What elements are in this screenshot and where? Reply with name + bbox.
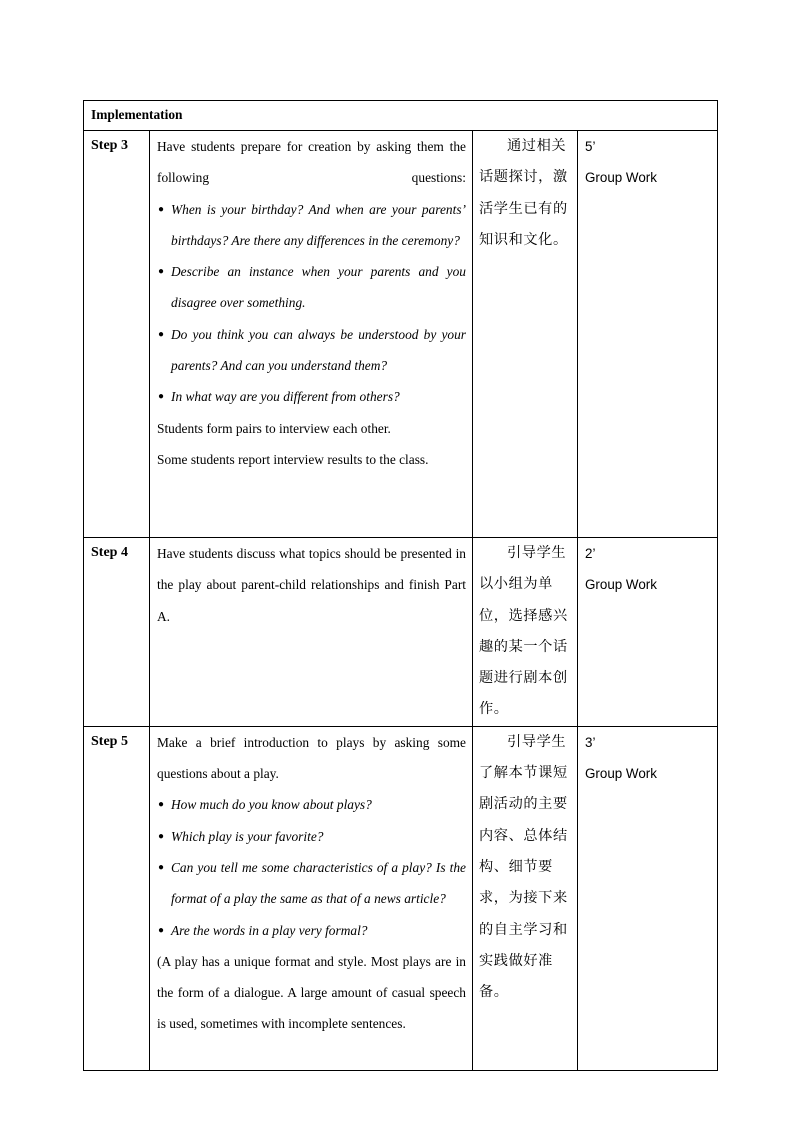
step-timing xyxy=(578,726,718,1070)
step-goal: 引导学生了解本节课短剧活动的主要内容、总体结构、细节要求，为接下来的自主学习和实践做好准备。 xyxy=(473,726,578,1070)
bullet-icon: ● xyxy=(158,391,165,403)
list-item: ● Do you think you can always be understood by your parents? And can you understand them? xyxy=(157,319,466,382)
table-row xyxy=(84,726,718,1070)
list-item: ● Can you tell me some characteristics of a play? Is the format of a play the same as that of a news article? xyxy=(157,852,466,915)
step-note: (A play has a unique format and style. Most plays are in the form of a dialogue. A large amount of casual speech is used, sometimes with incomplete sentences. xyxy=(157,953,466,1032)
step-label: Step 4 xyxy=(84,538,150,727)
bullet-icon: ● xyxy=(158,203,165,215)
step-label: Step 3 xyxy=(84,131,150,538)
step-content xyxy=(150,538,473,727)
table-row xyxy=(84,131,718,538)
step-goal: 引导学生以小组为单位，选择感兴趣的某一个话题进行剧本创作。 xyxy=(473,538,578,727)
bullet-icon: ● xyxy=(158,799,165,811)
list-item: ● In what way are you different from others? xyxy=(157,381,466,412)
step-time: 5’ xyxy=(585,139,596,154)
bullet-icon: ● xyxy=(158,830,165,842)
question-list xyxy=(157,194,466,413)
step-time: 3’ xyxy=(585,734,596,750)
question-list xyxy=(157,789,466,945)
list-item: ● Describe an instance when your parents and you disagree over something. xyxy=(157,256,466,319)
step-content xyxy=(150,726,473,1070)
step-followup: Some students report interview results to the class. xyxy=(157,451,429,467)
bullet-icon: ● xyxy=(158,328,165,340)
step-mode: Group Work xyxy=(585,577,657,593)
step-label: Step 5 xyxy=(84,726,150,1070)
list-item: ● Are the words in a play very formal? xyxy=(157,915,466,946)
step-intro: Have students prepare for creation by asking them the following questions: xyxy=(157,139,466,186)
list-item: ● When is your birthday? And when are your parents’ birthdays? Are there any differences in the ceremony? xyxy=(157,194,466,257)
implementation-table xyxy=(83,100,718,1071)
bullet-icon: ● xyxy=(158,861,165,873)
step-goal: 通过相关话题探讨，激活学生已有的知识和文化。 xyxy=(473,131,578,538)
section-title: Implementation xyxy=(84,101,718,131)
table-row xyxy=(84,538,718,727)
list-item: ● Which play is your favorite? xyxy=(157,821,466,852)
bullet-icon: ● xyxy=(158,266,165,278)
bullet-icon: ● xyxy=(158,924,165,936)
step-intro: Have students discuss what topics should be presented in the play about parent-child relationships and finish Part A. xyxy=(157,546,466,624)
list-item: ● How much do you know about plays? xyxy=(157,789,466,820)
step-timing xyxy=(578,538,718,727)
step-content xyxy=(150,131,473,538)
step-mode: Group Work xyxy=(585,170,657,186)
step-followup: Students form pairs to interview each other. xyxy=(157,420,391,436)
step-mode: Group Work xyxy=(585,766,657,782)
step-intro: Make a brief introduction to plays by asking some questions about a play. xyxy=(157,734,466,782)
table-header-row xyxy=(84,101,718,131)
step-time: 2’ xyxy=(585,546,596,561)
step-timing xyxy=(578,131,718,538)
